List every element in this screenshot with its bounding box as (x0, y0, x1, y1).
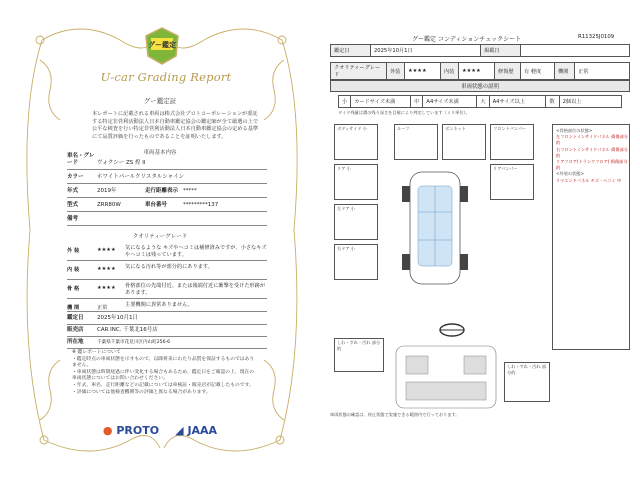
quality-table (330, 62, 630, 80)
notes-title: ※ 鑑レポートについて (72, 350, 121, 355)
quality-label: 外 装 (67, 248, 80, 254)
publish-date-value (521, 45, 630, 57)
quality-desc: 骨格部位の先端付近、または後端付近に衝撃を受けた形跡があります。 (125, 283, 266, 296)
part-box: しわ・すれ・汚れ 部分的 (334, 338, 384, 372)
interior-seat-diagram (392, 342, 500, 412)
int-value: ★★★★ (459, 63, 495, 80)
frame-value: 有 軽度 (521, 63, 555, 80)
note-item: ・年式、車名、走行距離などの記載については車検証・販売店が記載したものです。 (72, 382, 254, 388)
part-box: ルーフ (394, 124, 438, 160)
part-box: 右ドア 小 (334, 244, 378, 280)
badge-label: グー鑑定 (148, 41, 176, 49)
quality-row-exterior (67, 243, 267, 261)
year-row (67, 185, 267, 198)
mileage-label: 走行距離表示 (145, 188, 179, 194)
tire-note: タイヤ残量は溝の残り深さを目視により判定しています（ミリ単位）。 (338, 110, 470, 115)
side-notes: <骨格部位の状態> 左フロントインサイドパネル 損傷部分的 右フロントインサイドパネル 損傷部分的 リアフロア(トランクフロア) 損傷部分的 <外装の状態> リヤエンドパネル キズ・ヘコミ 中 (556, 128, 628, 183)
type-value: ZRR80W (97, 202, 121, 208)
count-desc: 2個以上 (559, 96, 621, 108)
quality-section-title: クオリティーグレード (132, 234, 188, 240)
quality-desc: 気になるような キズやヘコミは補修済みですが、小さなキズやヘコミは残っています。 (125, 245, 267, 258)
part-box: 左ドア 小 (334, 204, 378, 240)
publish-date-label: 掲載日 (481, 45, 521, 57)
quality-label: 骨 格 (67, 286, 80, 292)
size-large: 大 (477, 96, 489, 108)
sheet-title: グー鑑定 コンディションチェックシート (412, 36, 522, 43)
date-label: 鑑定日 (67, 315, 84, 321)
goo-appraisal-badge-icon (142, 26, 182, 66)
appraisal-date-label: 鑑定日 (331, 45, 371, 57)
type-label: 型式 (67, 202, 79, 208)
part-box: しわ・すれ・汚れ 部分的 (504, 362, 550, 402)
doc-number: R11325J0109 (578, 34, 615, 40)
mileage-value: ***** (183, 188, 197, 194)
note-item: ・鑑定時点の車両状態を示すもので、以降将来にわたり品質を保証するものではありません。 (72, 356, 255, 369)
model-label: 車名・グレード (67, 153, 95, 166)
appraisal-date-value: 2025年10月1日 (371, 45, 481, 57)
quality-label: 内 装 (67, 267, 80, 273)
year-value: 2019年 (97, 188, 117, 194)
jaaa-logo: ◢ JAAA (175, 424, 218, 437)
steering-wheel-icon (438, 322, 466, 338)
size-small-desc: カードサイズ未満 (351, 96, 411, 108)
size-legend-table (338, 95, 622, 108)
color-label: カラー (67, 174, 84, 180)
chassis-label: 車台番号 (145, 202, 168, 208)
quality-desc: 主要機関に異常ありません。 (125, 302, 193, 308)
quality-label: 機 関 (67, 305, 80, 311)
sheet-footer: 車両状態の確認は、停止状態で実施できる範囲内で行っております。 (330, 412, 460, 417)
proto-logo: ● PROTO (102, 424, 160, 437)
model-value: ヴォクシー ZS 煌 II (97, 160, 146, 166)
vehicle-section-title: 車両基本内容 (143, 150, 177, 156)
engine-label: 機関 (555, 63, 575, 80)
dealer-label: 販売店 (67, 327, 84, 333)
quality-grade-label: クオリティーグレード (331, 63, 387, 80)
count-label: 数 (545, 96, 559, 108)
part-box: ボディサイド 小 (334, 124, 378, 160)
condition-check-sheet (320, 0, 640, 480)
part-box: リアバンパー (490, 164, 534, 200)
date-value: 2025年10月1日 (97, 315, 138, 321)
date-table (330, 44, 630, 57)
part-box: フロントバンパー (490, 124, 534, 160)
vehicle-state-title: 車両状態の説明 (330, 80, 630, 92)
cert-title: グー鑑定証 (143, 97, 177, 105)
ext-label: 外装 (387, 63, 405, 80)
quality-stars: ★★★★ (97, 285, 116, 291)
size-mid-desc: A4サイズ未満 (423, 96, 477, 108)
size-large-desc: A4サイズ以上 (489, 96, 545, 108)
logo-strip (0, 424, 320, 437)
address-row (67, 336, 267, 349)
ext-value: ★★★★ (405, 63, 441, 80)
quality-row-interior (67, 262, 267, 280)
frame-label: 修復歴 (495, 63, 521, 80)
engine-value: 正常 (575, 63, 630, 80)
quality-row-frame (67, 281, 267, 299)
address-value: 千葉県千葉市花見川区内山町256-6 (97, 340, 171, 345)
color-value: ホワイトパールクリスタルシャイン (97, 174, 185, 180)
quality-row-engine (67, 300, 267, 312)
address-label: 所在地 (67, 339, 84, 345)
dealer-value: CAR INC. 千葉北16号店 (97, 327, 158, 333)
note-item: ・評価については他検査機関等の評価と異なる場合があります。 (72, 389, 211, 395)
part-box: ボンネット (442, 124, 486, 160)
memo-row (67, 213, 267, 226)
int-label: 内装 (441, 63, 459, 80)
car-top-view-diagram (380, 164, 490, 294)
intro-text: 本レポートに記載される車両は株式会社プロトコーポレーションが委託する特定非営利活動法人日本自動車鑑定協会の鑑定師が全て厳選の上で公平な検査を行い特定非営利活動法人日本自動車鑑定協会の定める基準にて品質評価を行ったものであることを証明いたします。 (92, 111, 259, 140)
side-notes-box (552, 124, 630, 350)
memo-label: 備考 (67, 216, 79, 222)
quality-stars: 正常 (97, 305, 108, 311)
size-mid: 中 (411, 96, 423, 108)
color-row (67, 171, 267, 184)
report-notes (72, 350, 258, 396)
note-item: ・車両状態は時間経過に伴い変化する場合もあるため、鑑定日をご確認の上、現在の車両状態についてはお問い合わせください。 (72, 369, 255, 382)
year-label: 年式 (67, 188, 79, 194)
quality-stars: ★★★★ (97, 266, 116, 272)
part-box: リア 小 (334, 164, 378, 200)
type-row (67, 199, 267, 212)
quality-desc: 気になる汚れ等が部分的にあります。 (125, 264, 213, 270)
report-script-title: U-car Grading Report (100, 70, 232, 84)
quality-stars: ★★★★ (97, 247, 116, 253)
chassis-value: *********137 (183, 202, 219, 208)
size-small: 小 (339, 96, 351, 108)
